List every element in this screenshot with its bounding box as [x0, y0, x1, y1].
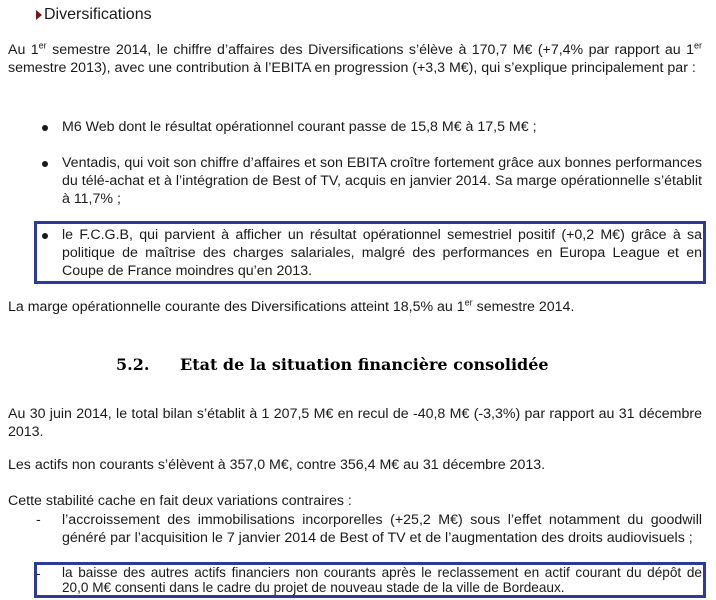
bullet-item-ventadis: Ventadis, qui voit son chiffre d’affaires et son EBITA croître fortement grâce aux bonnes performances du télé-achat et à l’intégration de Best of TV, acquis en janvier 2014. Sa marge opérationnelle s’établit à 11,7% ; [62, 155, 702, 207]
intro-paragraph: Au 1er semestre 2014, le chiffre d’affaires des Diversifications s’élève à 170,7 M€ (+7,4% par rapport au 1er semestre 2013), avec une contribution à l’EBITA en progression (+3,3 M€), qui s’explique principalement par : [8, 40, 702, 76]
section-heading [116, 355, 549, 375]
triangle-bullet-icon [36, 10, 42, 20]
bullet-dot-icon [42, 233, 48, 239]
heading-title: Etat de la situation financière consolidée [180, 355, 549, 374]
dash-marker: - [36, 512, 41, 528]
bullet-dot-icon [42, 125, 48, 131]
dash-marker: - [36, 566, 41, 582]
bullet-dot-icon [42, 161, 48, 167]
heading-number: 5.2. [116, 355, 150, 374]
noncurrent-assets-paragraph: Les actifs non courants s’élèvent à 357,0 M€, contre 356,4 M€ au 31 décembre 2013. [8, 457, 546, 473]
bullet-item-m6web: M6 Web dont le résultat opérationnel courant passe de 15,8 M€ à 17,5 M€ ; [62, 119, 537, 135]
margin-paragraph: La marge opérationnelle courante des Diversifications atteint 18,5% au 1er semestre 2014. [8, 297, 575, 315]
dash-item-financial-assets: la baisse des autres actifs financiers non courants après le reclassement en actif courant du dépôt de 20,0 M€ consenti dans le cadre du projet de nouveau stade de la ville de Bordeaux. [62, 565, 702, 595]
section-title: Diversifications [44, 6, 152, 23]
balance-paragraph: Au 30 juin 2014, le total bilan s’établit à 1 207,5 M€ en recul de -40,8 M€ (-3,3%) par rapport au 31 décembre 2013. [8, 406, 702, 440]
variations-paragraph: Cette stabilité cache en fait deux variations contraires : [8, 493, 352, 509]
bullet-item-fcgb: le F.C.G.B, qui parvient à afficher un résultat opérationnel semestriel positif (+0,2 M€) grâce à sa politique de maîtrise des charges salariales, malgré des performances en Europa League et en Coupe de France moindres qu’en 2013. [62, 227, 702, 279]
dash-item-intangibles: l’accroissement des immobilisations incorporelles (+25,2 M€) sous l’effet notamment du goodwill généré par l’acquisition le 7 janvier 2014 de Best of TV et de l’augmentation des droits audiovisuels ; [62, 512, 702, 546]
